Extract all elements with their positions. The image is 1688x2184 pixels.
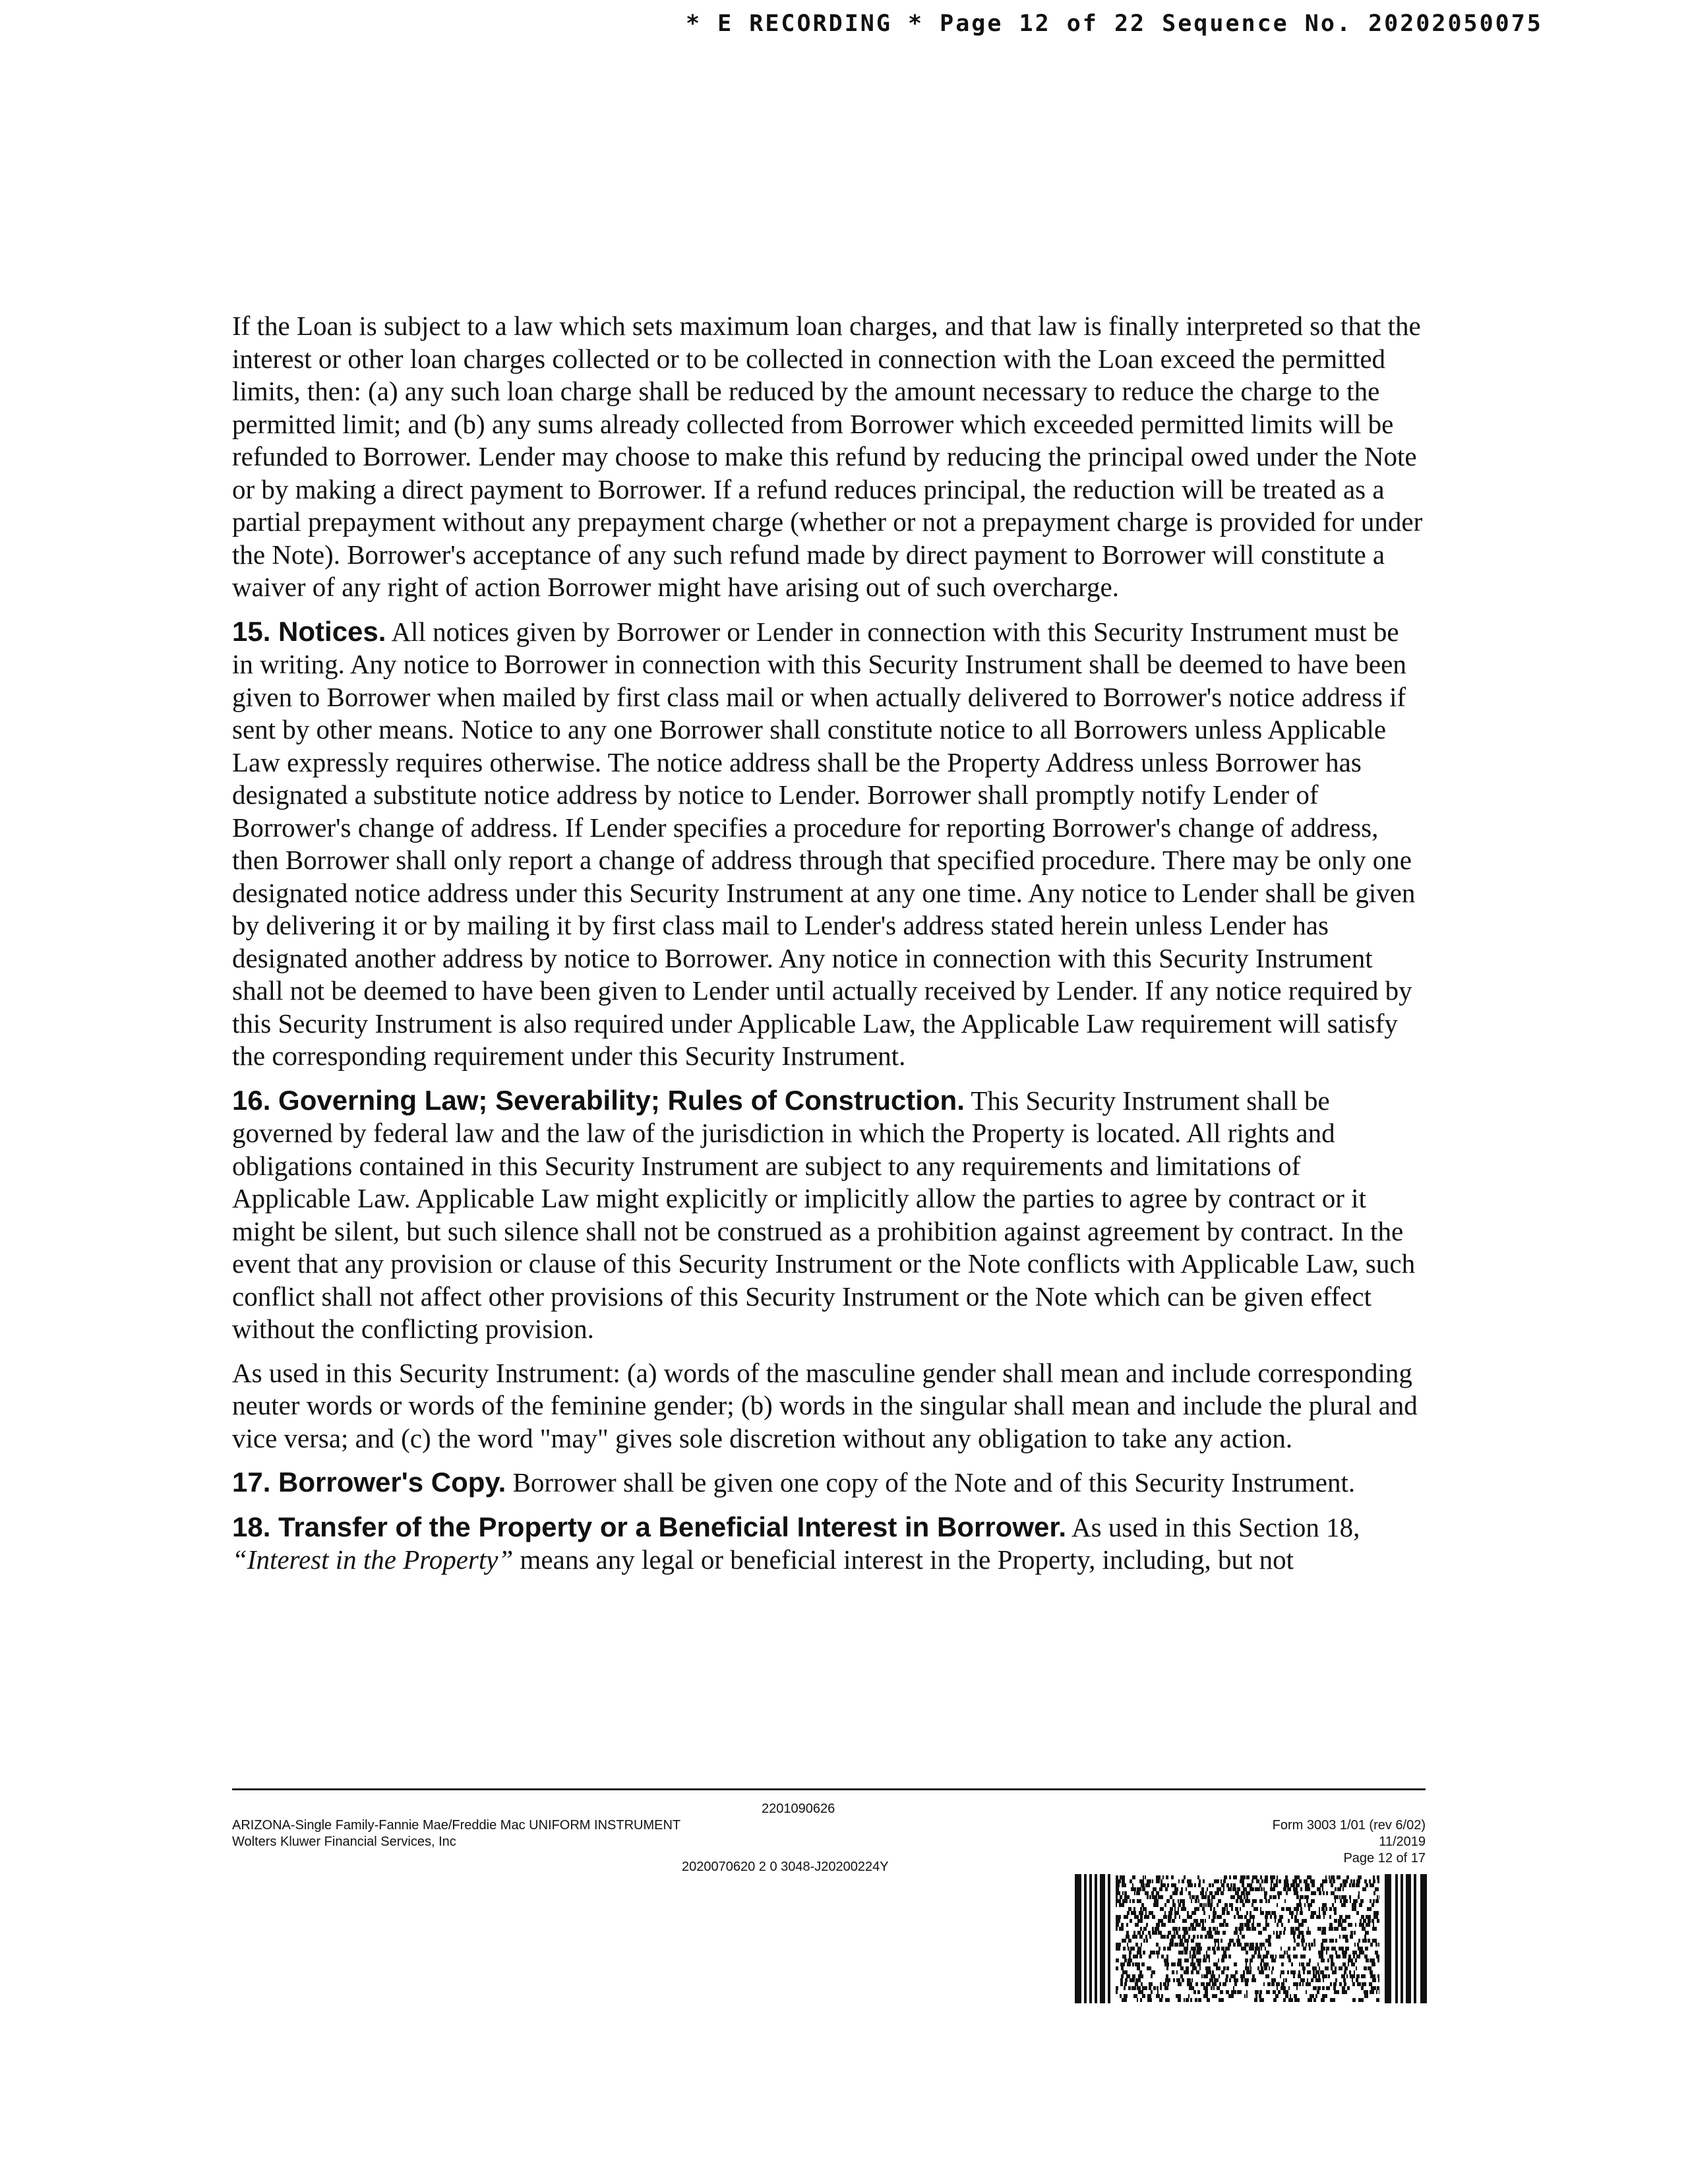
section-18 [232, 1511, 1424, 1577]
section-16-heading: 16. Governing Law; Severability; Rules of Construction. [232, 1084, 965, 1116]
section-16-paragraph-2: As used in this Security Instrument: (a) words of the masculine gender shall mean and include corresponding neuter words or words of the feminine gender; (b) words in the singular shall mean and include the plural and vice versa; and (c) the word "may" gives sole discretion without any obligation to take any action. [232, 1357, 1418, 1453]
barcode-image [1075, 1874, 1427, 2003]
footer-page-label: Page 12 of 17 [1343, 1851, 1426, 1866]
section-15-heading: 15. Notices. [232, 615, 386, 647]
footer-publisher: Wolters Kluwer Financial Services, Inc [232, 1835, 456, 1849]
document-body [232, 310, 1424, 1588]
footer-divider [232, 1788, 1426, 1790]
footer-document-code: 2020070620 2 0 3048-J20200224Y [682, 1860, 889, 1874]
section-18-defined-term: “Interest in the Property” [232, 1544, 514, 1575]
paragraph-14-continued: If the Loan is subject to a law which sets maximum loan charges, and that law is finally interpreted so that the interest or other loan charges collected or to be collected in connection with the Loan exceed the permitted limits, then: (a) any such loan charge shall be reduced by the amount necessary to reduce the charge to the permitted limit; and (b) any sums already collected from Borrower which exceeded permitted limits will be refunded to Borrower. Lender may choose to make this refund by reducing the principal owed under the Note or by making a direct payment to Borrower. If a refund reduces principal, the reduction will be treated as a partial prepayment without any prepayment charge (whether or not a prepayment charge is provided for under the Note). Borrower's acceptance of any such refund made by direct payment to Borrower will constitute a waiver of any right of action Borrower might have arising out of such overcharge. [232, 311, 1423, 602]
footer-form-number: Form 3003 1/01 (rev 6/02) [1272, 1818, 1426, 1833]
footer-loan-number: 2201090626 [762, 1802, 835, 1816]
recording-header: * E RECORDING * Page 12 of 22 Sequence No. 20202050075 [686, 11, 1543, 37]
section-16 [232, 1084, 1424, 1346]
barcode-right-guard [1385, 1874, 1427, 2003]
section-18-heading: 18. Transfer of the Property or a Beneficial Interest in Borrower. [232, 1511, 1067, 1542]
barcode-left-guard [1075, 1874, 1110, 2003]
section-17 [232, 1466, 1424, 1500]
footer-form-date: 11/2019 [1379, 1835, 1426, 1849]
section-18-text-a: As used in this Section 18, [1071, 1511, 1360, 1542]
section-15-text: All notices given by Borrower or Lender in connection with this Security Instrument must be in writing. Any notice to Borrower in connection with this Security Instrument shall be deemed to have been given to Borrower when mailed by first class mail or when actually delivered to Borrower's notice address if sent by other means. Notice to any one Borrower shall constitute notice to all Borrowers unless Applicable Law expressly requires otherwise. The notice address shall be the Property Address unless Borrower has designated a substitute notice address by notice to Lender. Borrower shall promptly notify Lender of Borrower's change of address. If Lender specifies a procedure for reporting Borrower's change of address, then Borrower shall only report a change of address through that specified procedure. There may be only one designated notice address under this Security Instrument at any one time. Any notice to Lender shall be given by delivering it or by mailing it by first class mail to Lender's address stated herein unless Lender has designated another address by notice to Borrower. Any notice in connection with this Security Instrument shall not be deemed to have been given to Lender until actually received by Lender. If any notice required by this Security Instrument is also required under Applicable Law, the Applicable Law requirement will satisfy the corresponding requirement under this Security Instrument. [232, 616, 1416, 1071]
section-18-text-b: means any legal or beneficial interest in the Property, including, but not [520, 1544, 1294, 1575]
section-16-text: This Security Instrument shall be governed by federal law and the law of the jurisdiction in which the Property is located. All rights and obligations contained in this Security Instrument are subject to any requirements and limitations of Applicable Law. Applicable Law might explicitly or implicitly allow the parties to agree by contract or it might be silent, but such silence shall not be construed as a prohibition against agreement by contract. In the event that any provision or clause of this Security Instrument or the Note conflicts with Applicable Law, such conflict shall not affect other provisions of this Security Instrument or the Note which can be given effect without the conflicting provision. [232, 1085, 1416, 1344]
section-17-text: Borrower shall be given one copy of the Note and of this Security Instrument. [512, 1467, 1356, 1498]
section-15 [232, 615, 1424, 1073]
footer-form-title: ARIZONA-Single Family-Fannie Mae/Freddie Mac UNIFORM INSTRUMENT [232, 1818, 681, 1833]
section-17-heading: 17. Borrower's Copy. [232, 1467, 506, 1498]
barcode-matrix [1116, 1875, 1379, 2002]
